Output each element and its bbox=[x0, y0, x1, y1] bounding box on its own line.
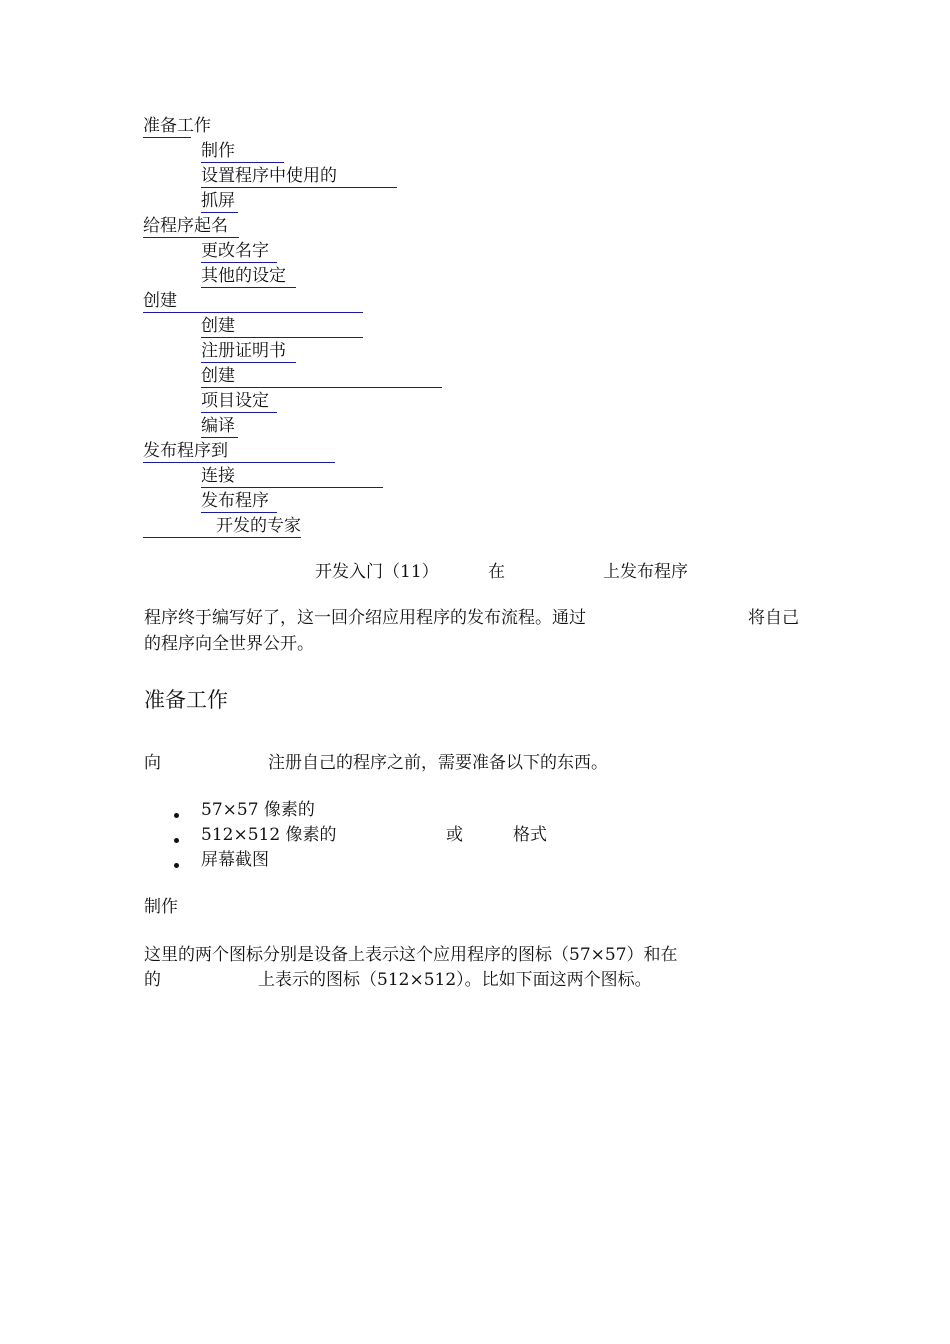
body-line1: 这里的两个图标分别是设备上表示这个应用程序的图标（57×57）和在 bbox=[144, 945, 678, 965]
intro-line1-b: 将自己 bbox=[748, 608, 799, 628]
toc-item-screenshot[interactable]: 抓屏 bbox=[201, 190, 238, 213]
prep-text-b: 注册自己的程序之前，需要准备以下的东西。 bbox=[268, 753, 608, 773]
bullet-text: 格式 bbox=[513, 825, 547, 845]
bullet-dot bbox=[174, 813, 179, 818]
toc-item-publish-to[interactable]: 发布程序到 bbox=[143, 440, 335, 463]
toc-item-rename[interactable]: 更改名字 bbox=[201, 240, 277, 263]
toc-item-create-3[interactable]: 创建 bbox=[201, 365, 442, 388]
toc-item-project-settings[interactable]: 项目设定 bbox=[201, 390, 277, 413]
intro-line2: 的程序向全世界公开。 bbox=[144, 634, 314, 654]
toc-item-publish[interactable]: 发布程序 bbox=[201, 490, 277, 513]
title-part-3: 上发布程序 bbox=[603, 562, 688, 582]
toc-item-naming[interactable]: 给程序起名 bbox=[143, 215, 239, 238]
toc-item-connect[interactable]: 连接 bbox=[201, 465, 383, 488]
subheading: 制作 bbox=[144, 897, 178, 917]
toc-item-settings-used[interactable]: 设置程序中使用的 bbox=[201, 165, 397, 188]
title-part-1: 开发入门（11） bbox=[315, 562, 439, 582]
bullet-dot bbox=[174, 838, 179, 843]
bullet-dot bbox=[174, 863, 179, 868]
bullet-text: 57×57 像素的 bbox=[201, 800, 315, 820]
body-line2-b: 上表示的图标（512×512）。比如下面这两个图标。 bbox=[258, 970, 652, 990]
toc-item-certificate[interactable]: 注册证明书 bbox=[201, 340, 296, 363]
title-part-2: 在 bbox=[488, 562, 505, 582]
prep-text-a: 向 bbox=[144, 753, 161, 773]
bullet-text: 512×512 像素的 bbox=[201, 825, 337, 845]
toc-item-other-settings[interactable]: 其他的设定 bbox=[201, 265, 296, 288]
toc-item-expert[interactable]: 开发的专家 bbox=[143, 515, 301, 538]
bullet-text: 屏幕截图 bbox=[201, 850, 269, 870]
toc-item-create-2[interactable]: 创建 bbox=[201, 315, 363, 338]
section-heading: 准备工作 bbox=[144, 688, 228, 712]
toc-item-prep[interactable]: 准备工作 bbox=[143, 116, 211, 136]
toc-item-make[interactable]: 制作 bbox=[201, 140, 284, 163]
body-line2-a: 的 bbox=[144, 970, 161, 990]
toc-item-create-1[interactable]: 创建 bbox=[143, 290, 363, 313]
bullet-text: 或 bbox=[446, 825, 463, 845]
toc-item-compile[interactable]: 编译 bbox=[201, 415, 238, 438]
intro-line1-a: 程序终于编写好了，这一回介绍应用程序的发布流程。通过 bbox=[144, 608, 586, 628]
